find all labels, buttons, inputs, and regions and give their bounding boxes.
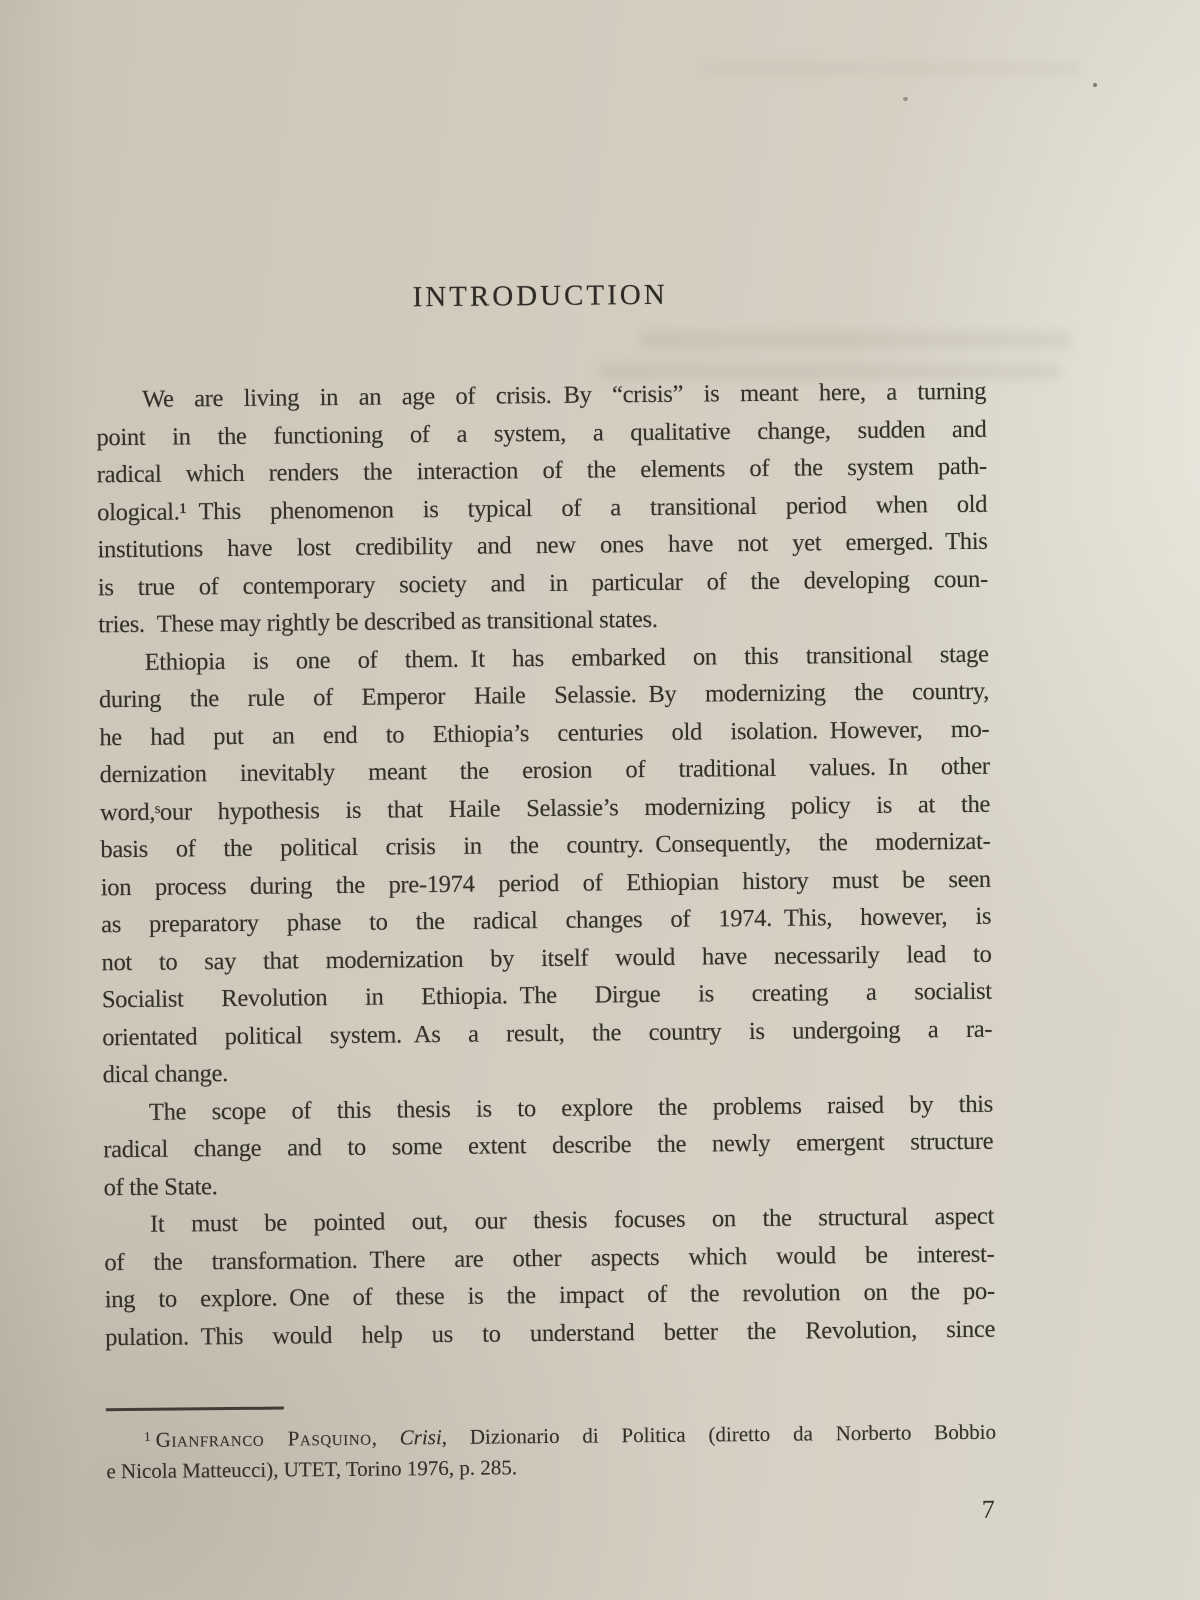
text-line: institutions have lost credibility and new ones have not yet emerged. This (97, 527, 988, 564)
footnote-author: Gianfranco Pasquino (155, 1425, 372, 1452)
text-line: word,ˢour hypothesis is that Haile Selassie’s modernizing policy is at the (99, 790, 991, 826)
footnote-line-2: e Nicola Matteucci), UTET, Torino 1976, p. 285. (106, 1455, 518, 1484)
body-text (96, 373, 995, 1356)
text-line: It must be pointed out, our thesis focuses on the structural aspect (149, 1202, 995, 1238)
paper-speck (1093, 83, 1097, 87)
text-line: not to say that modernization by itself would have necessarily lead to (101, 940, 992, 976)
text-line: Socialist Revolution in Ethiopia. The Dirgue is creating a socialist (101, 977, 992, 1014)
text-line: is true of contemporary society and in particular of the developing coun- (97, 565, 989, 601)
text-line: ing to explore. One of these is the impact of the revolution on the po- (104, 1277, 995, 1314)
text-line: tries. These may rightly be described as transitional states. (98, 605, 658, 639)
page-number: 7 (981, 1494, 995, 1524)
text-line: We are living in an age of crisis. By “crisis” is meant here, a turning (142, 377, 987, 413)
text-line: of the State. (103, 1172, 218, 1201)
text-line: of the transformation. There are other aspects which would be interest- (104, 1240, 995, 1276)
footnote-line1-rest: , Dizionario di Politica (diretto da Norberto Bobbio (441, 1419, 997, 1450)
footnote (106, 1400, 997, 1488)
footnote-work-title: Crisi (399, 1425, 442, 1450)
text-line: ological.¹ This phenomenon is typical of a transitional period when old (97, 490, 988, 526)
footnote-marker: 1 (144, 1428, 151, 1444)
text-line: as preparatory phase to the radical changes of 1974. This, however, is (101, 902, 992, 939)
book-page (92, 0, 997, 1533)
text-line: radical which renders the interaction of the elements of the system path- (96, 452, 987, 489)
text-line: The scope of this thesis is to explore the problems raised by this (148, 1090, 994, 1126)
text-line: orientated political system. As a result, the country is undergoing a ra- (102, 1015, 993, 1051)
chapter-title: INTRODUCTION (412, 278, 668, 314)
footnote-divider (106, 1407, 284, 1412)
text-line: point in the functioning of a system, a qualitative change, sudden and (96, 415, 987, 451)
text-line: Ethiopia is one of them. It has embarked on this transitional stage (144, 640, 989, 676)
text-line: dernization inevitably meant the erosion of traditional values. In other (99, 752, 990, 789)
text-line: radical change and to some extent describe the newly emergent structure (103, 1127, 994, 1164)
text-line: he had put an end to Ethiopia’s centuries old isolation. However, mo- (99, 715, 990, 751)
text-line: ion process during the pre-1974 period of Ethiopian history must be seen (100, 865, 991, 901)
footnote-separator: , (371, 1425, 400, 1450)
text-line: basis of the political crisis in the country. Consequently, the modernizat- (100, 827, 991, 864)
text-line: during the rule of Emperor Haile Selassie. By modernizing the country, (98, 677, 990, 714)
text-line: dical change. (102, 1060, 229, 1089)
text-line: pulation. This would help us to understand better the Revolution, since (105, 1315, 996, 1351)
